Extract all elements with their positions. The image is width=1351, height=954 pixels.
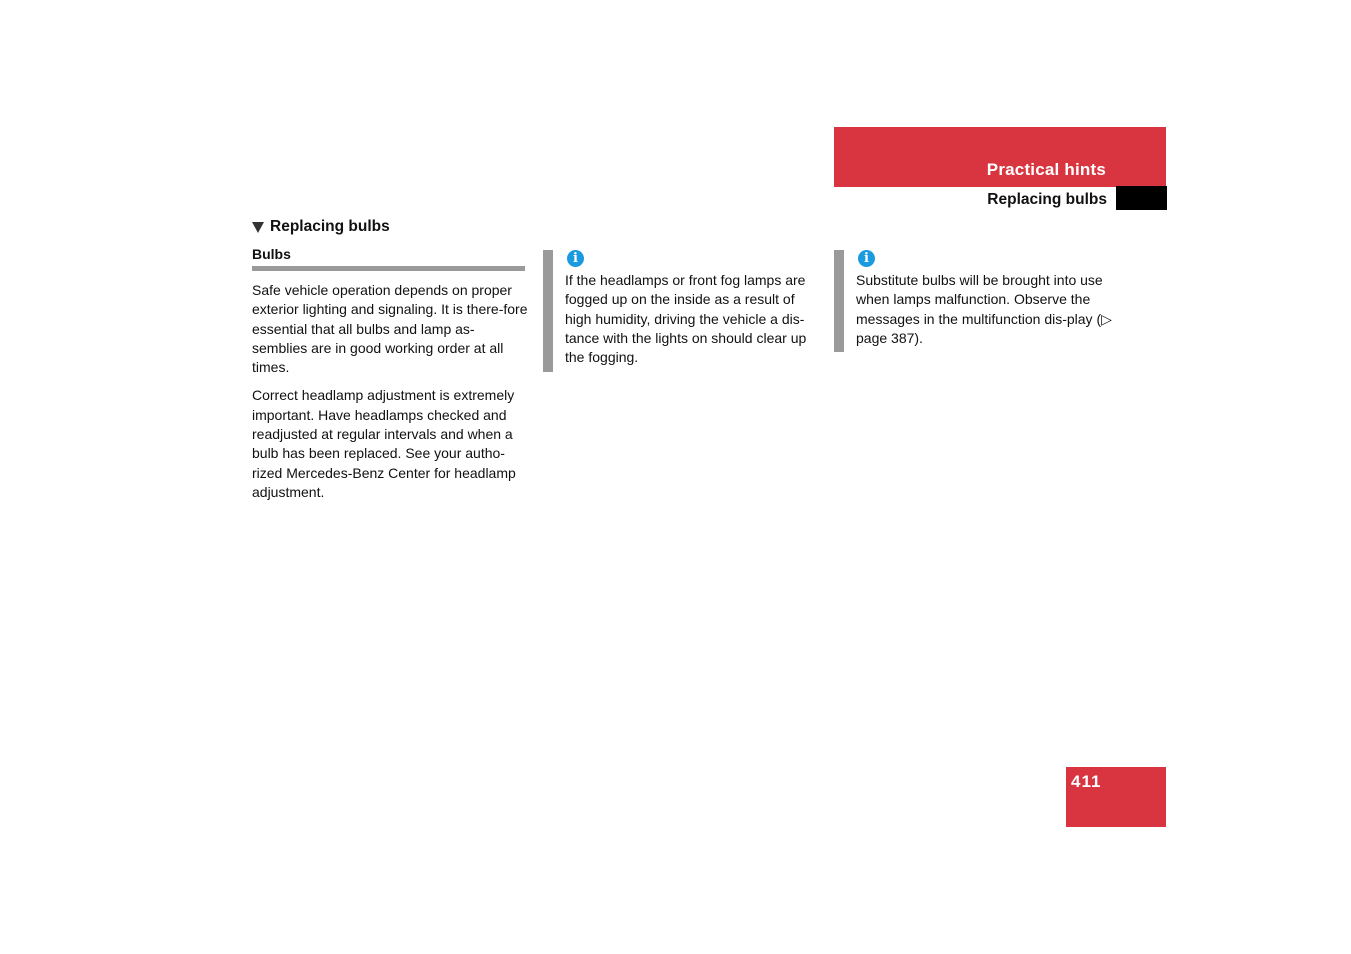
page-number: 411 — [1071, 772, 1102, 791]
paragraph-1: Safe vehicle operation depends on proper exterior lighting and signaling. It is there-fore essential that all bulbs and lamp as-semblies are in good working order at all times. — [252, 282, 528, 376]
section-header: Replacing bulbs — [987, 191, 1107, 208]
note-text: Substitute bulbs will be brought into use when lamps malfunction. Observe the messages in the multifunction dis-play (▷ page 387). — [856, 272, 1112, 346]
note-side-bar — [834, 250, 844, 352]
main-text-column — [252, 281, 528, 511]
paragraph-2: Correct headlamp adjustment is extremely important. Have headlamps checked and readjusted at regular intervals and when a bulb has been replaced. See your autho-rized Mercedes-Benz Center for headlamp adjustment. — [252, 387, 516, 500]
section-title-text: Replacing bulbs — [270, 218, 390, 235]
page-number-box — [1066, 767, 1166, 827]
note-side-bar — [543, 250, 553, 372]
chapter-header-band — [834, 127, 1166, 187]
triangle-down-icon — [252, 222, 264, 233]
info-icon: i — [567, 250, 584, 267]
section-title — [252, 218, 390, 236]
chapter-title: Practical hints — [986, 160, 1106, 179]
sub-heading: Bulbs — [252, 246, 525, 271]
note-text: If the headlamps or front fog lamps are fogged up on the inside as a result of high humidity, driving the vehicle a dis-tance with the lights on should clear up the fogging. — [565, 272, 807, 366]
chapter-tab-marker — [1116, 186, 1167, 210]
info-icon: i — [858, 250, 875, 267]
